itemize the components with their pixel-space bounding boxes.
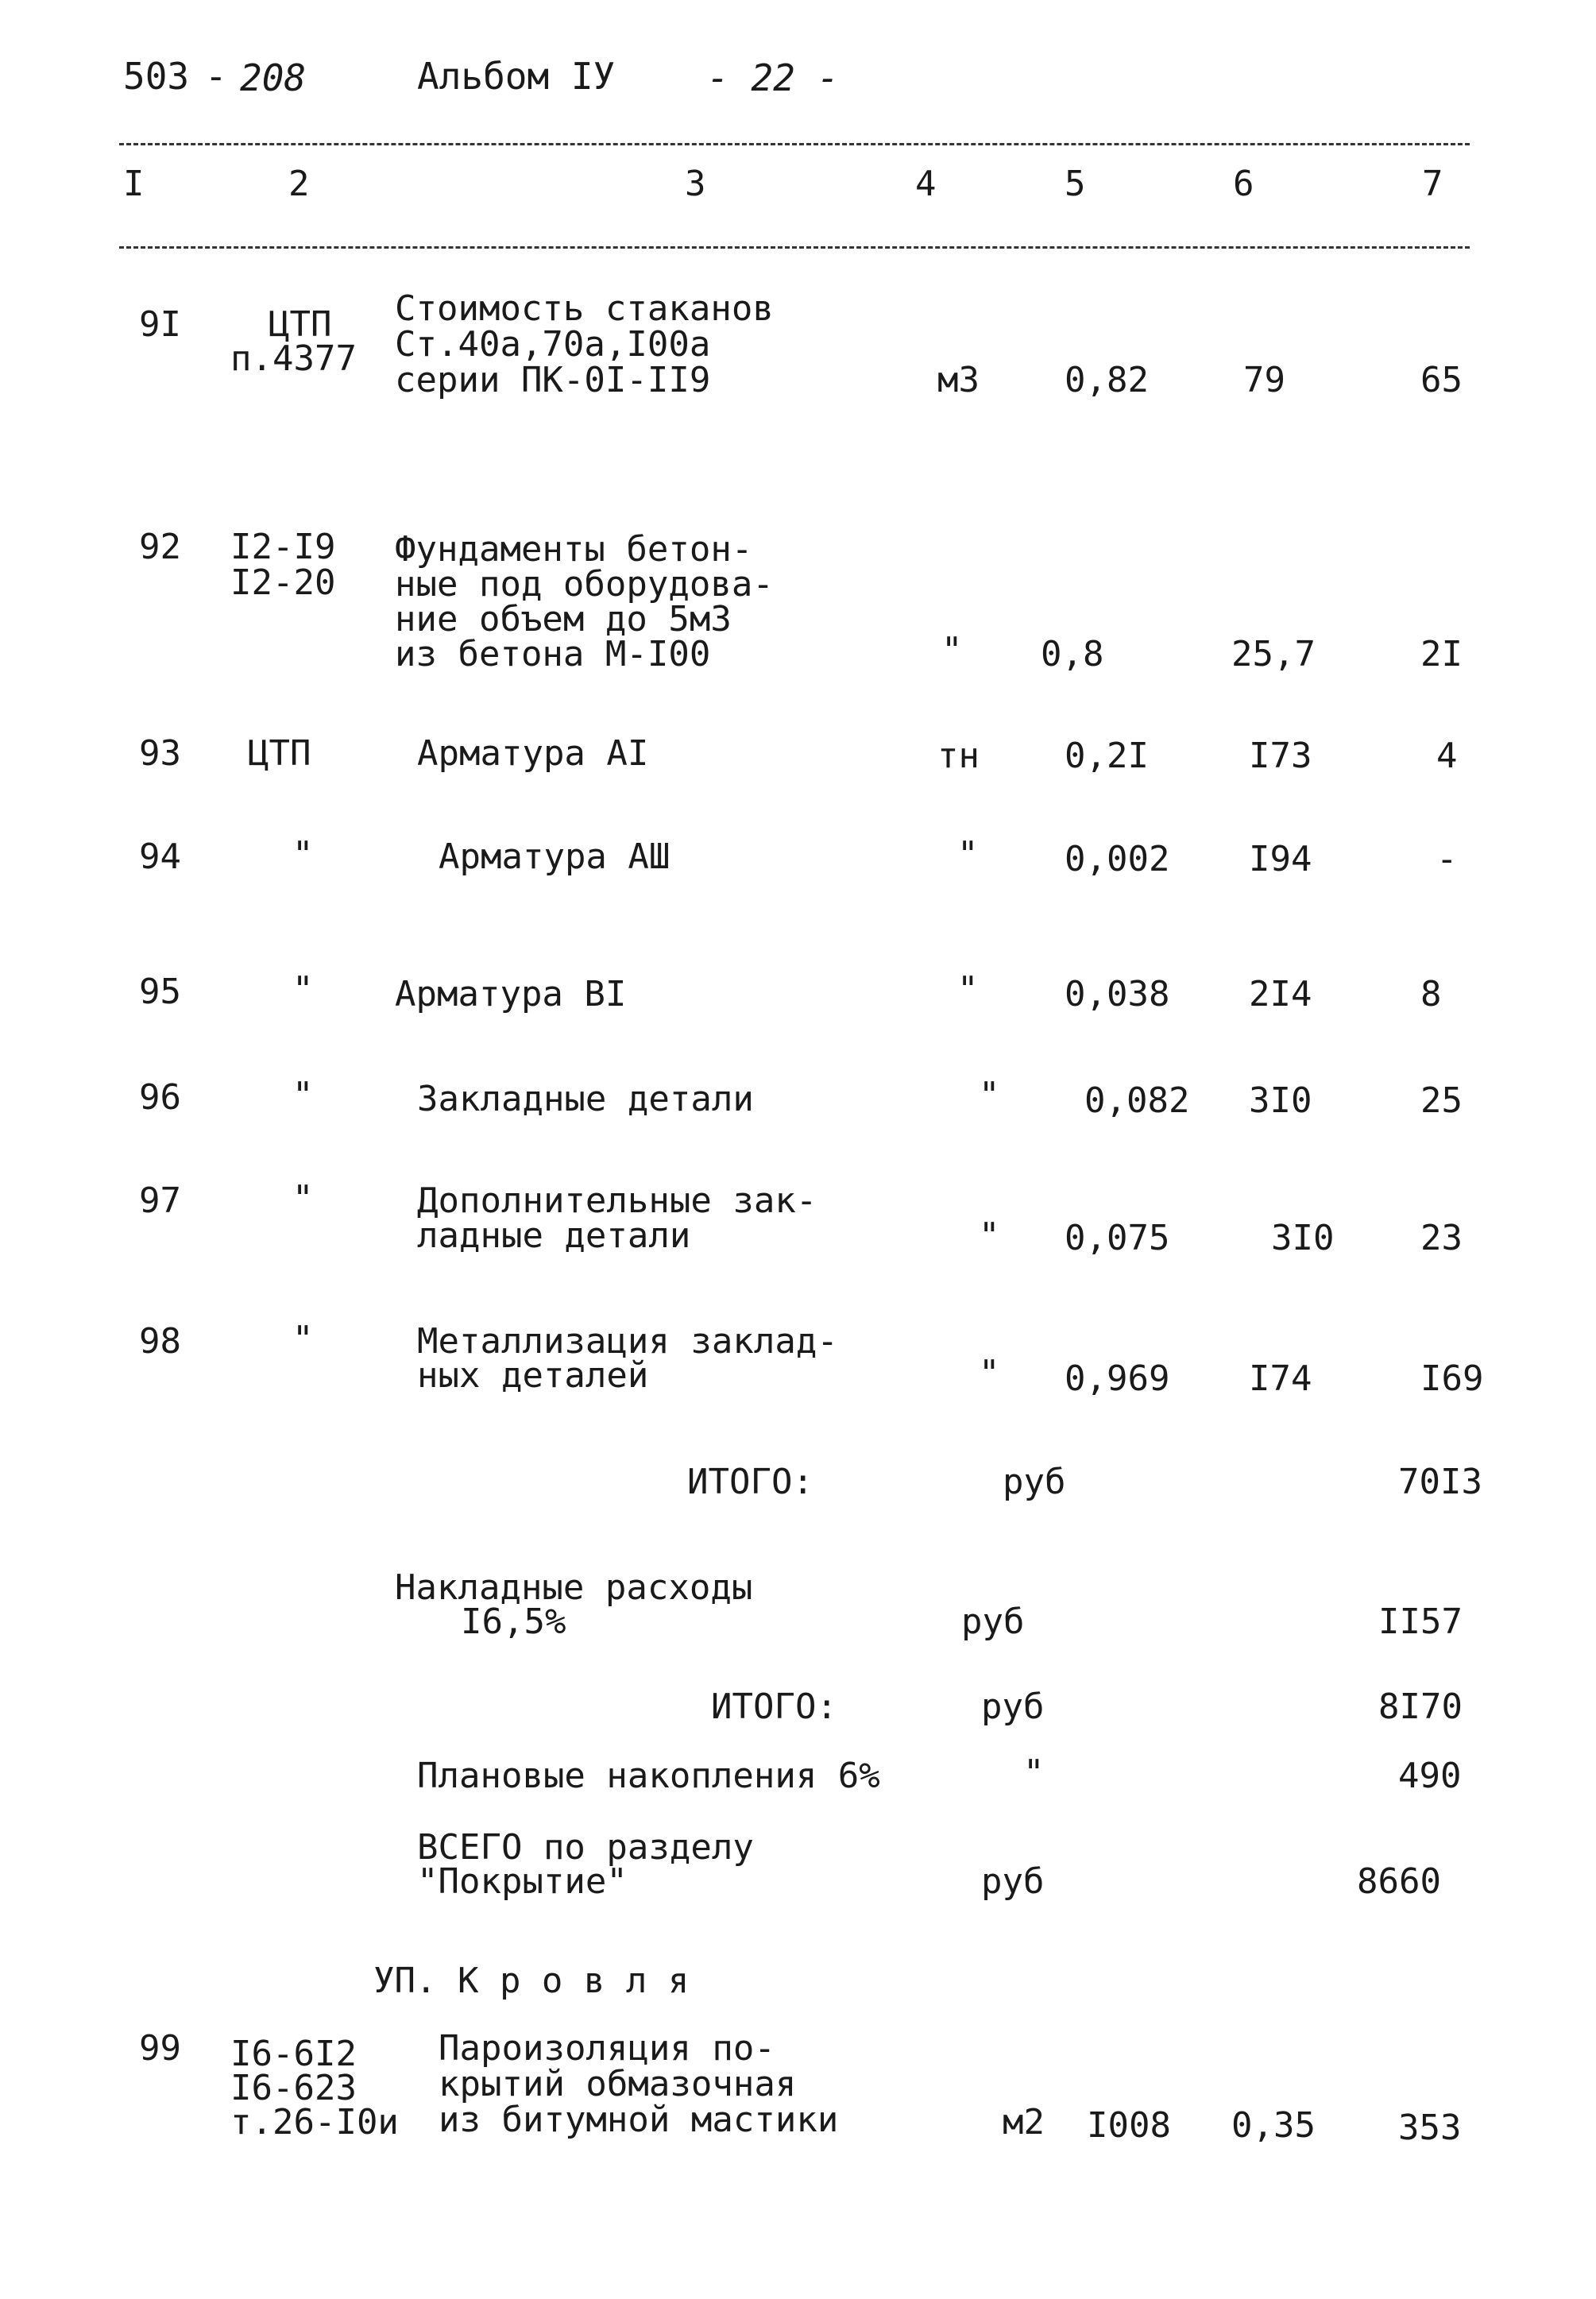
- row-desc: ных деталей: [417, 1355, 649, 1396]
- row-unit: ": [979, 1075, 1000, 1115]
- row-unit: ": [979, 1353, 1000, 1393]
- subtotal-value: 8I70: [1378, 1687, 1463, 1727]
- col-header-6: 6: [1233, 164, 1254, 204]
- row-ref: I2-I9: [230, 527, 336, 567]
- row-ref: ЦТП: [269, 304, 332, 345]
- row-desc: ные под оборудова-: [395, 564, 774, 605]
- row-qty: I008: [1087, 2105, 1171, 2146]
- row-qty: 0,038: [1065, 974, 1170, 1014]
- row-unit: тн: [937, 736, 980, 776]
- header-rule: [119, 246, 1470, 249]
- row-price: I74: [1249, 1358, 1312, 1399]
- row-price: 3I0: [1249, 1080, 1312, 1121]
- row-unit: м3: [937, 360, 980, 400]
- row-price: 79: [1243, 360, 1285, 400]
- sheet-number: 208: [240, 56, 307, 99]
- row-desc: Закладные детали: [417, 1079, 754, 1119]
- doc-code-dash: -: [205, 55, 227, 98]
- row-desc: Пароизоляция по-: [439, 2028, 775, 2069]
- overhead-unit: руб: [961, 1602, 1025, 1642]
- row-total: I69: [1420, 1358, 1484, 1399]
- row-desc: Ст.40а,70а,I00а: [395, 324, 711, 365]
- planned-savings-value: 490: [1398, 1756, 1462, 1796]
- row-total: 8: [1420, 974, 1442, 1014]
- row-desc: Дополнительные зак-: [417, 1180, 817, 1221]
- row-price: 3I0: [1271, 1218, 1335, 1258]
- row-price: 2I4: [1249, 974, 1312, 1014]
- row-ref: ": [292, 969, 314, 1010]
- row-desc: ние объем до 5м3: [395, 599, 732, 639]
- row-number: 97: [139, 1180, 181, 1221]
- row-ref: ЦТП: [248, 733, 311, 774]
- row-ref: п.4377: [230, 338, 357, 379]
- row-unit: ": [979, 1215, 1000, 1256]
- row-number: 95: [139, 972, 181, 1012]
- row-total: 4: [1436, 736, 1458, 776]
- section-total-unit: руб: [981, 1861, 1045, 1902]
- row-number: 98: [139, 1321, 181, 1362]
- row-total: 25: [1420, 1080, 1463, 1121]
- row-price: I94: [1249, 839, 1312, 879]
- row-ref: т.26-I0и: [230, 2102, 399, 2143]
- row-qty: 0,2I: [1065, 736, 1149, 776]
- row-total: 353: [1398, 2108, 1462, 2148]
- subtotal-label: ИТОГО:: [687, 1462, 813, 1502]
- planned-savings-unit: ": [1023, 1752, 1045, 1793]
- subtotal-unit: руб: [1003, 1462, 1066, 1502]
- row-unit: м2: [1003, 2102, 1045, 2143]
- row-ref: ": [292, 834, 314, 875]
- row-desc: ладные детали: [417, 1215, 691, 1256]
- row-ref: I2-20: [230, 562, 336, 603]
- album-label: Альбом IУ: [417, 55, 616, 98]
- page-number: - 22 -: [707, 56, 840, 99]
- row-ref: ": [292, 1075, 314, 1115]
- row-desc: Арматура ВI: [395, 974, 627, 1014]
- col-header-2: 2: [288, 164, 310, 204]
- row-qty: 0,002: [1065, 839, 1170, 879]
- col-header-4: 4: [915, 164, 937, 204]
- subtotal-label: ИТОГО:: [711, 1687, 837, 1727]
- row-unit: ": [957, 834, 979, 875]
- row-total: 2I: [1420, 634, 1463, 674]
- row-desc: Стоимость стаканов: [395, 288, 774, 329]
- row-number: 9I: [139, 304, 181, 345]
- col-header-5: 5: [1065, 164, 1086, 204]
- row-desc: Арматура АШ: [439, 837, 670, 877]
- section-total-value: 8660: [1357, 1861, 1441, 1902]
- overhead-label: Накладные расходы: [395, 1567, 753, 1608]
- row-number: 93: [139, 733, 181, 774]
- row-ref: I6-6I2: [230, 2034, 357, 2074]
- section-heading: УП. К р о в л я: [373, 1961, 690, 2001]
- col-header-1: I: [123, 164, 145, 204]
- section-total-label: "Покрытие": [417, 1861, 628, 1902]
- row-total: 65: [1420, 360, 1463, 400]
- row-price: I73: [1249, 736, 1312, 776]
- overhead-rate: I6,5%: [461, 1602, 566, 1642]
- row-qty: 0,075: [1065, 1218, 1170, 1258]
- row-desc: серии ПК-0I-II9: [395, 360, 711, 400]
- doc-code: 503: [123, 55, 190, 98]
- row-unit: ": [941, 630, 963, 670]
- planned-savings-label: Плановые накопления 6%: [417, 1756, 880, 1796]
- row-price: 25,7: [1231, 634, 1316, 674]
- row-qty: 0,8: [1041, 634, 1104, 674]
- section-total-label: ВСЕГО по разделу: [417, 1827, 754, 1868]
- subtotal-value: 70I3: [1398, 1462, 1482, 1502]
- top-rule: [119, 143, 1470, 145]
- subtotal-unit: руб: [981, 1687, 1045, 1727]
- row-qty: 0,82: [1065, 360, 1149, 400]
- row-desc: из битумной мастики: [439, 2100, 839, 2140]
- row-ref: ": [292, 1319, 314, 1359]
- row-qty: 0,969: [1065, 1358, 1170, 1399]
- row-total: -: [1436, 839, 1458, 879]
- row-number: 99: [139, 2028, 181, 2069]
- row-desc: Металлизация заклад-: [417, 1321, 838, 1362]
- row-desc: Арматура АI: [417, 733, 649, 774]
- row-number: 92: [139, 527, 181, 567]
- row-ref: I6-623: [230, 2068, 357, 2108]
- row-ref: ": [292, 1178, 314, 1219]
- row-number: 96: [139, 1077, 181, 1118]
- row-unit: ": [957, 969, 979, 1010]
- row-price: 0,35: [1231, 2105, 1316, 2146]
- row-total: 23: [1420, 1218, 1463, 1258]
- row-desc: крытий обмазочная: [439, 2064, 797, 2104]
- col-header-3: 3: [685, 164, 706, 204]
- overhead-value: II57: [1378, 1602, 1463, 1642]
- col-header-7: 7: [1422, 164, 1443, 204]
- row-desc: из бетона М-I00: [395, 634, 711, 674]
- row-desc: Фундаменты бетон-: [395, 529, 753, 570]
- row-qty: 0,082: [1084, 1080, 1190, 1121]
- row-number: 94: [139, 837, 181, 877]
